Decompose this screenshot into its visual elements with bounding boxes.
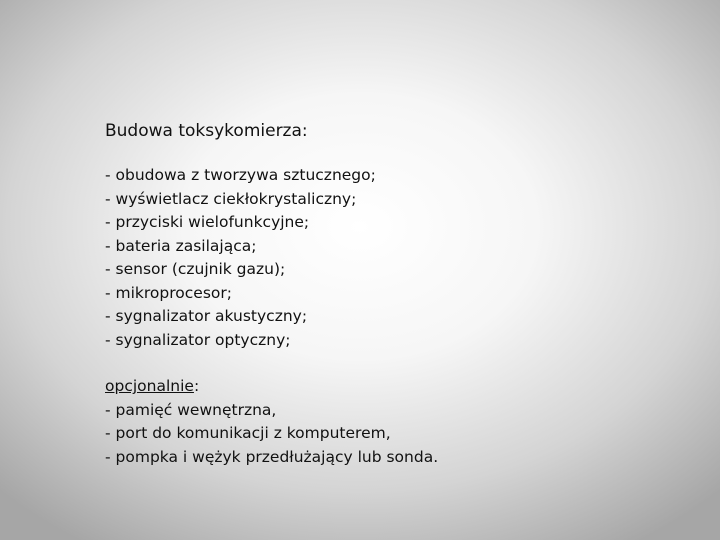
optional-suffix: :: [193, 377, 200, 395]
list-item: - mikroprocesor;: [105, 283, 232, 302]
components-list: [105, 164, 665, 352]
optional-list: [105, 399, 665, 470]
list-item: - sygnalizator optyczny;: [105, 330, 291, 349]
list-item: - sygnalizator akustyczny;: [105, 307, 308, 325]
list-item: - pompka i wężyk przedłużający lub sonda.: [105, 447, 439, 466]
list-item: - pamięć wewnętrzna,: [105, 400, 277, 419]
slide-heading: Budowa toksykomierza:: [105, 121, 308, 141]
optional-label: opcjonalnie: [105, 377, 194, 395]
list-item: - wyświetlacz ciekłokrystaliczny;: [105, 189, 357, 208]
list-item: - sensor (czujnik gazu);: [105, 260, 286, 278]
list-item: - port do komunikacji z komputerem,: [105, 424, 391, 442]
slide-content: [105, 120, 665, 469]
optional-heading: [105, 375, 665, 399]
list-item: - bateria zasilająca;: [105, 236, 257, 255]
list-item: - obudowa z tworzywa sztucznego;: [105, 166, 376, 184]
list-item: - przyciski wielofunkcyjne;: [105, 213, 310, 231]
